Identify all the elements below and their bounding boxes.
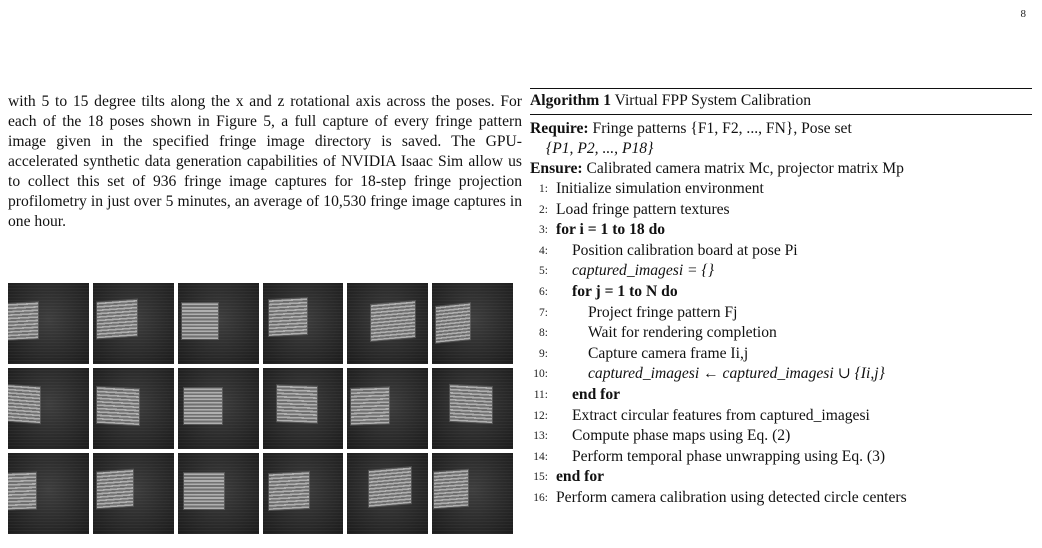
algorithm-line: 10: captured_imagesi ← captured_imagesi ∪ {Ii,j} [533,365,885,383]
algorithm-require [530,119,1032,159]
algorithm-title: Virtual FPP System Calibration [614,92,812,109]
pose-figure-grid [8,283,513,534]
algorithm-line: 1: Initialize simulation environment [539,180,764,197]
algorithm-line: 9: Capture camera frame Ii,j [539,344,749,362]
algorithm-line: 13: Compute phase maps using Eq. (2) [533,427,791,445]
pose-image [263,453,344,534]
body-paragraph: with 5 to 15 degree tilts along the x and z rotational axis across the poses. For each of the 18 poses shown in Figure 5, a full capture of every fringe pattern image given in the specified fringe image directory is saved. The GPU-accelerated synthetic data generation capabilities of NVIDIA Isaac Sim allow us to collect this set of 936 fringe image captures for 18-step fringe projection profilometry in just over 5 minutes, an average of 10,530 fringe image captures in one hour. [8,93,522,230]
algorithm-line: 14: Perform temporal phase unwrapping using Eq. (3) [533,447,886,465]
require-text: Fringe patterns {F1, F2, ..., FN}, Pose set [592,120,852,137]
page-number: 8 [1020,8,1026,20]
pose-image [263,283,344,364]
algorithm-line: 16: Perform camera calibration using detected circle centers [533,488,907,506]
require-text-cont: {P1, P2, ..., P18} [546,140,654,157]
algorithm-line: 2: Load fringe pattern textures [539,200,730,218]
pose-image [8,368,89,449]
algorithm-line: 11: end for [533,385,621,403]
ensure-keyword: Ensure: [530,160,583,177]
algorithm-line: 4: Position calibration board at pose Pi [539,241,798,259]
algorithm-line: 3: for i = 1 to 18 do [539,221,666,239]
ensure-text: Calibrated camera matrix Mc, projector matrix Mp [586,160,904,177]
algorithm-header [530,89,1032,111]
pose-image [347,283,428,364]
left-column [8,92,522,232]
algorithm-line: 8: Wait for rendering completion [539,324,777,342]
pose-image [8,453,89,534]
pose-image [93,453,174,534]
algorithm-line: 6: for j = 1 to N do [539,282,678,300]
algorithm-line: 12: Extract circular features from captured_imagesi [533,406,870,424]
algorithm-line: 5: captured_imagesi = {} [539,262,714,280]
pose-image [8,283,89,364]
pose-image [432,283,513,364]
pose-image [93,283,174,364]
pose-image [178,283,259,364]
pose-image [347,453,428,534]
algorithm-label: Algorithm 1 [530,92,611,109]
algorithm-line: 7: Project fringe pattern Fj [539,303,738,321]
pose-image [347,368,428,449]
algorithm-lines [530,179,1032,509]
pose-image [178,368,259,449]
algorithm-block [530,88,1032,509]
algorithm-ensure [530,159,1032,179]
pose-image [178,453,259,534]
pose-image [432,368,513,449]
require-keyword: Require: [530,120,589,137]
algorithm-header-rule [530,114,1032,115]
pose-image [432,453,513,534]
pose-image [93,368,174,449]
algorithm-line: 15: end for [533,468,605,486]
pose-image [263,368,344,449]
